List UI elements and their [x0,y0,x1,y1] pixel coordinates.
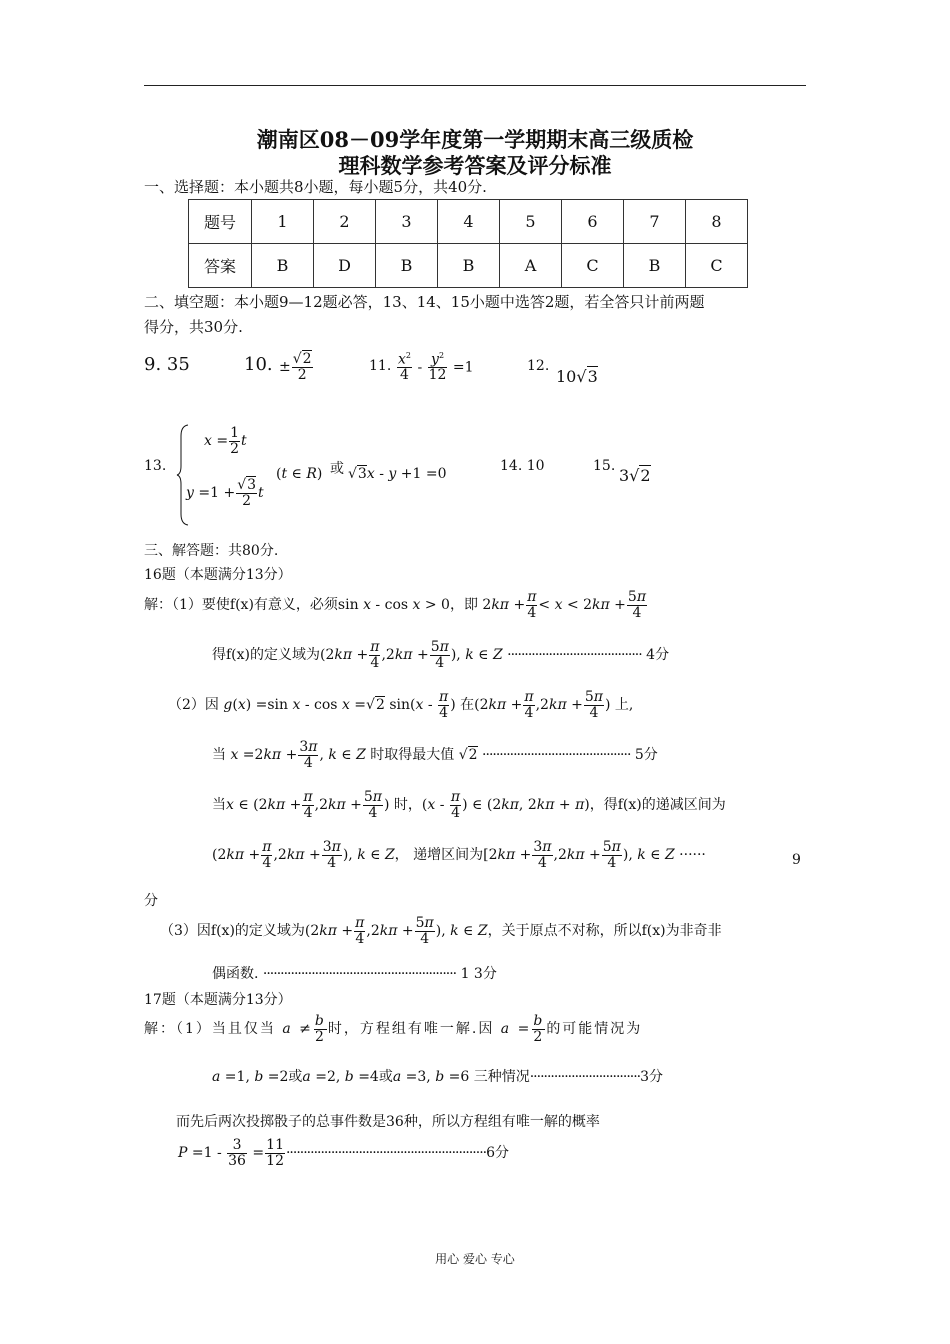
q12-label: 12. [527,358,550,374]
q16-line4: 当 x =2kπ + $\frac{3\pi}{4}$ , k ∈ Z 时取得最大值 √2 ··········································· 5分 [212,739,658,771]
q13-eq2: y =1 + $\frac{√3}{2}$ t [186,477,264,509]
q16-line5: 当x ∈ (2kπ + $\frac{\pi}{4}$ ,2kπ + $\frac{5\pi}{4}$ ) 时，(x - $\frac{\pi}{4}$ ) ∈ (2kπ, 2kπ + π)，得f(x)的递减区间为 [212,789,726,821]
q16-score13: 1 3分 [460,966,497,982]
q13-label: 13. [144,458,167,474]
q16-when: 当 [212,747,226,764]
q15-answer: 3√2 [619,466,651,485]
q10-label: 10. [244,354,273,375]
q17-title: 17题（本题满分13分） [144,992,292,1008]
q16-on: 在 [460,697,475,714]
q17-line1: 解：（1）当且仅当 a ≠ $\frac{b}{2}$ 时，方程组有唯一解.因 a = $\frac{b}{2}$ 的可能情况为 [144,1013,643,1045]
q9-answer: 9. 35 [144,354,190,375]
q17-line2: a =1, b =2或a =2, b =4或a =3, b =6 三种情况································3分 [212,1069,664,1085]
q16-line2: 得f(x)的定义域为(2kπ + $\frac{\pi}{4}$ ,2kπ + $\frac{5\pi}{4}$ ), k ∈ Z ······································· 4分 [212,639,670,671]
q16-score5: 5分 [634,747,658,764]
table-cell: A [500,244,562,288]
table-cell: 2 [314,200,376,244]
q16-line8: 偶函数. ························································ 1 3分 [212,966,497,982]
table-row [189,244,748,288]
table-cell: 答案 [189,244,252,288]
q16-shang: 上, [614,697,634,714]
q16-line1: 解：（1）要使f(x)有意义，必须sin x - cos x > 0，即 2kπ + $\frac{\pi}{4}$ < x < 2kπ + $\frac{5\pi}{4}$ [144,589,647,621]
q16-line7: （3）因f(x)的定义域为(2kπ + $\frac{\pi}{4}$ ,2kπ + $\frac{5\pi}{4}$ ), k ∈ Z，关于原点不对称，所以f(x)为非奇非 [160,915,722,947]
q16-p3c: 偶函数. [212,966,259,982]
q16-line3: （2）因 g(x) =sin x - cos x =√2 sin(x - $\frac{\pi}{4}$ ) 在(2kπ + $\frac{\pi}{4}$ ,2kπ + $\frac{5\pi}{4}$ ) 上, [168,689,634,721]
brace-icon [176,424,190,526]
table-cell: 7 [624,200,686,244]
q17-score6: 6分 [486,1145,510,1162]
q13-cond: (t ∈ R) [276,466,323,482]
q16-when2: 当 [212,797,226,814]
table-cell: B [624,244,686,288]
section2-heading-1: 二、填空题：本小题9—12题必答，13、14、15小题中选答2题，若全答只计前两题 [144,293,705,311]
q13-alt: √3x - y +1 =0 [348,466,447,482]
table-cell: B [252,244,314,288]
q10-answer: ± $\frac{√2}{2}$ [279,351,312,383]
q17-sol3: 的可能情况为 [546,1021,643,1038]
table-cell: 6 [562,200,624,244]
page-subtitle: 理科数学参考答案及评分标准 [338,153,612,178]
q17-total: 而先后两次投掷骰子的总事件数是36种，所以方程组有唯一解的概率 [176,1114,600,1130]
table-cell: B [376,244,438,288]
q12-answer: 10√3 [556,367,598,386]
q17-score3: 3分 [640,1069,664,1085]
section1-heading: 一、选择题：本小题共8小题，每小题5分，共40分. [144,178,487,196]
table-cell: D [314,244,376,288]
header-rule [144,85,806,86]
q16-shi: 时， [393,797,422,814]
table-cell: 8 [686,200,748,244]
table-cell: 5 [500,200,562,244]
q13-or: 或 [330,461,344,477]
table-cell: 3 [376,200,438,244]
q13-eq1: x = $\frac{1}{2}$ t [204,425,247,457]
table-cell: 题号 [189,200,252,244]
q16-title: 16题（本题满分13分） [144,567,292,583]
q16-line6: (2kπ + $\frac{\pi}{4}$ ,2kπ + $\frac{3\pi}{4}$ ), k ∈ Z， 递增区间为[2kπ + $\frac{3\pi}{4}$ ,2kπ + $\frac{5\pi}{4}$ ), k ∈ Z ······ [212,839,706,871]
q17-sol2: 时，方程组有唯一解.因 [327,1021,495,1038]
q11-answer: $\frac{x^2}{4}$ - $\frac{y^2}{12}$ =1 [398,351,474,384]
section2-heading-2: 得分，共30分. [144,318,243,336]
page-title: 潮南区08－09学年度第一学期期末高三级质检 [256,127,694,152]
q16-domain: 得f(x)的定义域为 [212,647,321,664]
q14-answer: 14. 10 [500,458,545,474]
page-footer: 用心 爱心 专心 [435,1252,515,1266]
q16-p3: （3）因f(x)的定义域为 [160,923,305,940]
q16-score4: 4分 [646,647,670,664]
table-cell: 4 [438,200,500,244]
table-cell: C [686,244,748,288]
answer-table [188,199,748,288]
q16-p2: （2）因 [168,697,219,714]
q16-inc: ， 递增区间为 [394,847,484,864]
table-cell: B [438,244,500,288]
table-cell: C [562,244,624,288]
q16-score9b: 分 [144,893,158,909]
section3-heading: 三、解答题：共80分. [144,543,279,559]
q17-line3: P =1 - $\frac{3}{36}$ = $\frac{11}{12}$ ··························································6分 [178,1137,510,1169]
table-row [189,200,748,244]
q17-sol: 解：（1）当且仅当 [144,1021,276,1038]
q15-label: 15. [593,458,616,474]
q16-max: 时取得最大值 [370,747,455,764]
q16-then: ，即 [449,597,478,614]
q16-score9a: 9 [792,852,801,868]
q16-p3b: ，关于原点不对称，所以f(x)为非奇非 [487,923,722,940]
q17-cases: 三种情况 [473,1069,530,1085]
table-cell: 1 [252,200,314,244]
q16-sol: 解：（1）要使f(x)有意义，必须 [144,597,338,614]
q11-label: 11. [369,358,392,374]
q16-dec: ，得f(x)的递减区间为 [589,797,726,814]
